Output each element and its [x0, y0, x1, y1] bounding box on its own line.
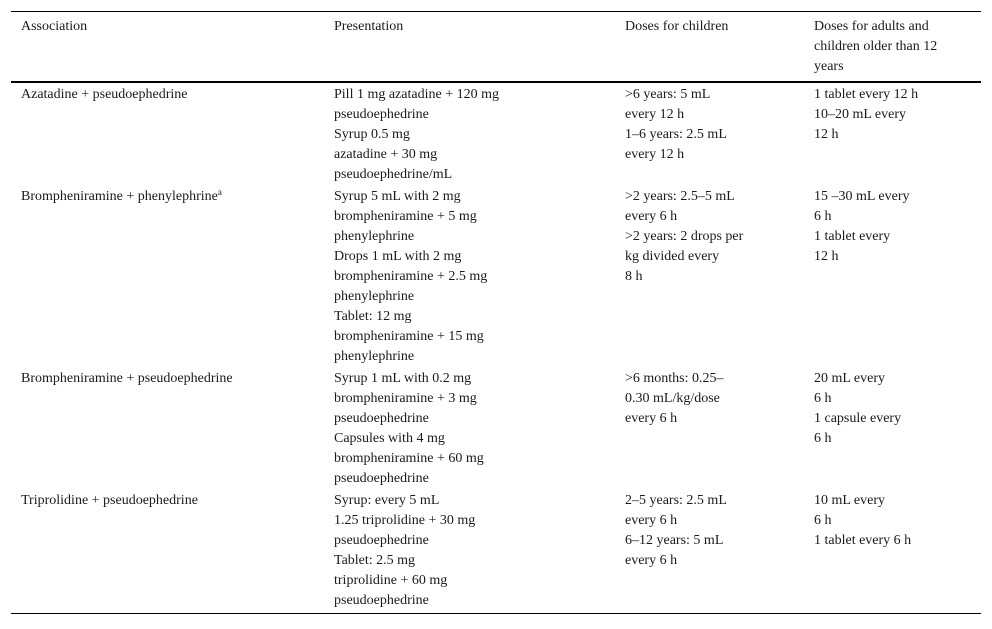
- association-name: Triprolidine + pseudoephedrine: [21, 493, 198, 508]
- adult-dose-line: 12 h: [814, 127, 839, 142]
- cell-presentation: [324, 489, 615, 614]
- presentation-line: Syrup: every 5 mL: [334, 493, 440, 508]
- presentation-line: Syrup 0.5 mg: [334, 127, 410, 142]
- table-row: [11, 82, 981, 185]
- cell-presentation: [324, 185, 615, 367]
- presentation-line: pseudoephedrine: [334, 593, 429, 608]
- children-dose-line: kg divided every: [625, 249, 720, 264]
- presentation-line: Syrup 1 mL with 0.2 mg: [334, 371, 472, 386]
- children-dose-line: >2 years: 2 drops per: [625, 229, 744, 244]
- presentation-line: Tablet: 12 mg: [334, 309, 412, 324]
- cell-presentation: [324, 82, 615, 185]
- adult-dose-line: 15 –30 mL every: [814, 189, 910, 204]
- presentation-line: 1.25 triprolidine + 30 mg: [334, 513, 476, 528]
- presentation-line: pseudoephedrine: [334, 533, 429, 548]
- header-adults-line: children older than 12: [814, 39, 938, 54]
- association-name: Azatadine + pseudoephedrine: [21, 87, 188, 102]
- presentation-line: Capsules with 4 mg: [334, 431, 445, 446]
- table-row: [11, 489, 981, 614]
- presentation-line: Tablet: 2.5 mg: [334, 553, 416, 568]
- adult-dose-line: 1 tablet every 12 h: [814, 87, 919, 102]
- cell-doses-children: [615, 185, 804, 367]
- children-dose-line: every 12 h: [625, 107, 685, 122]
- header-association: Association: [21, 19, 88, 34]
- header-adults-line: Doses for adults and: [814, 19, 929, 34]
- cell-doses-children: [615, 367, 804, 489]
- children-dose-line: 2–5 years: 2.5 mL: [625, 493, 727, 508]
- children-dose-line: >2 years: 2.5–5 mL: [625, 189, 735, 204]
- cell-association: [11, 82, 324, 185]
- children-dose-line: 1–6 years: 2.5 mL: [625, 127, 727, 142]
- presentation-line: pseudoephedrine/mL: [334, 167, 453, 182]
- presentation-line: brompheniramine + 2.5 mg: [334, 269, 488, 284]
- presentation-line: pseudoephedrine: [334, 471, 429, 486]
- adult-dose-line: 20 mL every: [814, 371, 886, 386]
- cell-doses-adults: [804, 185, 981, 367]
- adult-dose-line: 6 h: [814, 209, 832, 224]
- presentation-line: phenylephrine: [334, 229, 415, 244]
- presentation-line: brompheniramine + 3 mg: [334, 391, 477, 406]
- adult-dose-line: 1 capsule every: [814, 411, 902, 426]
- table-body: [11, 82, 981, 614]
- children-dose-line: 8 h: [625, 269, 643, 284]
- footnote-marker: a: [217, 187, 222, 197]
- presentation-line: brompheniramine + 15 mg: [334, 329, 484, 344]
- presentation-line: phenylephrine: [334, 349, 415, 364]
- dosage-table: [11, 11, 981, 614]
- cell-association: [11, 185, 324, 367]
- children-dose-line: every 6 h: [625, 513, 678, 528]
- cell-association: [11, 367, 324, 489]
- association-name: Brompheniramine + phenylephrine: [21, 189, 218, 204]
- adult-dose-line: 10 mL every: [814, 493, 886, 508]
- association-name: Brompheniramine + pseudoephedrine: [21, 371, 233, 386]
- cell-doses-children: [615, 82, 804, 185]
- cell-doses-children: [615, 489, 804, 614]
- header-doses-adults: [804, 12, 981, 83]
- presentation-line: phenylephrine: [334, 289, 415, 304]
- presentation-line: Pill 1 mg azatadine + 120 mg: [334, 87, 499, 102]
- adult-dose-line: 10–20 mL every: [814, 107, 907, 122]
- cell-presentation: [324, 367, 615, 489]
- adult-dose-line: 6 h: [814, 431, 832, 446]
- header-adults-line: years: [814, 59, 844, 74]
- header-row: [11, 12, 981, 83]
- adult-dose-line: 6 h: [814, 391, 832, 406]
- table-row: [11, 367, 981, 489]
- children-dose-line: >6 years: 5 mL: [625, 87, 711, 102]
- adult-dose-line: 1 tablet every: [814, 229, 891, 244]
- table-header: [11, 12, 981, 83]
- presentation-line: Syrup 5 mL with 2 mg: [334, 189, 461, 204]
- children-dose-line: every 12 h: [625, 147, 685, 162]
- table-row: [11, 185, 981, 367]
- children-dose-line: >6 months: 0.25–: [625, 371, 724, 386]
- header-doses-children: Doses for children: [625, 19, 729, 34]
- presentation-line: triprolidine + 60 mg: [334, 573, 448, 588]
- presentation-line: azatadine + 30 mg: [334, 147, 438, 162]
- dosage-table-container: [11, 11, 981, 614]
- children-dose-line: 0.30 mL/kg/dose: [625, 391, 720, 406]
- presentation-line: brompheniramine + 5 mg: [334, 209, 477, 224]
- children-dose-line: every 6 h: [625, 411, 678, 426]
- cell-doses-adults: [804, 489, 981, 614]
- adult-dose-line: 12 h: [814, 249, 839, 264]
- presentation-line: pseudoephedrine: [334, 411, 429, 426]
- presentation-line: Drops 1 mL with 2 mg: [334, 249, 462, 264]
- adult-dose-line: 1 tablet every 6 h: [814, 533, 912, 548]
- children-dose-line: every 6 h: [625, 553, 678, 568]
- adult-dose-line: 6 h: [814, 513, 832, 528]
- header-presentation: Presentation: [334, 19, 404, 34]
- cell-association: [11, 489, 324, 614]
- presentation-line: brompheniramine + 60 mg: [334, 451, 484, 466]
- children-dose-line: 6–12 years: 5 mL: [625, 533, 724, 548]
- children-dose-line: every 6 h: [625, 209, 678, 224]
- cell-doses-adults: [804, 82, 981, 185]
- presentation-line: pseudoephedrine: [334, 107, 429, 122]
- cell-doses-adults: [804, 367, 981, 489]
